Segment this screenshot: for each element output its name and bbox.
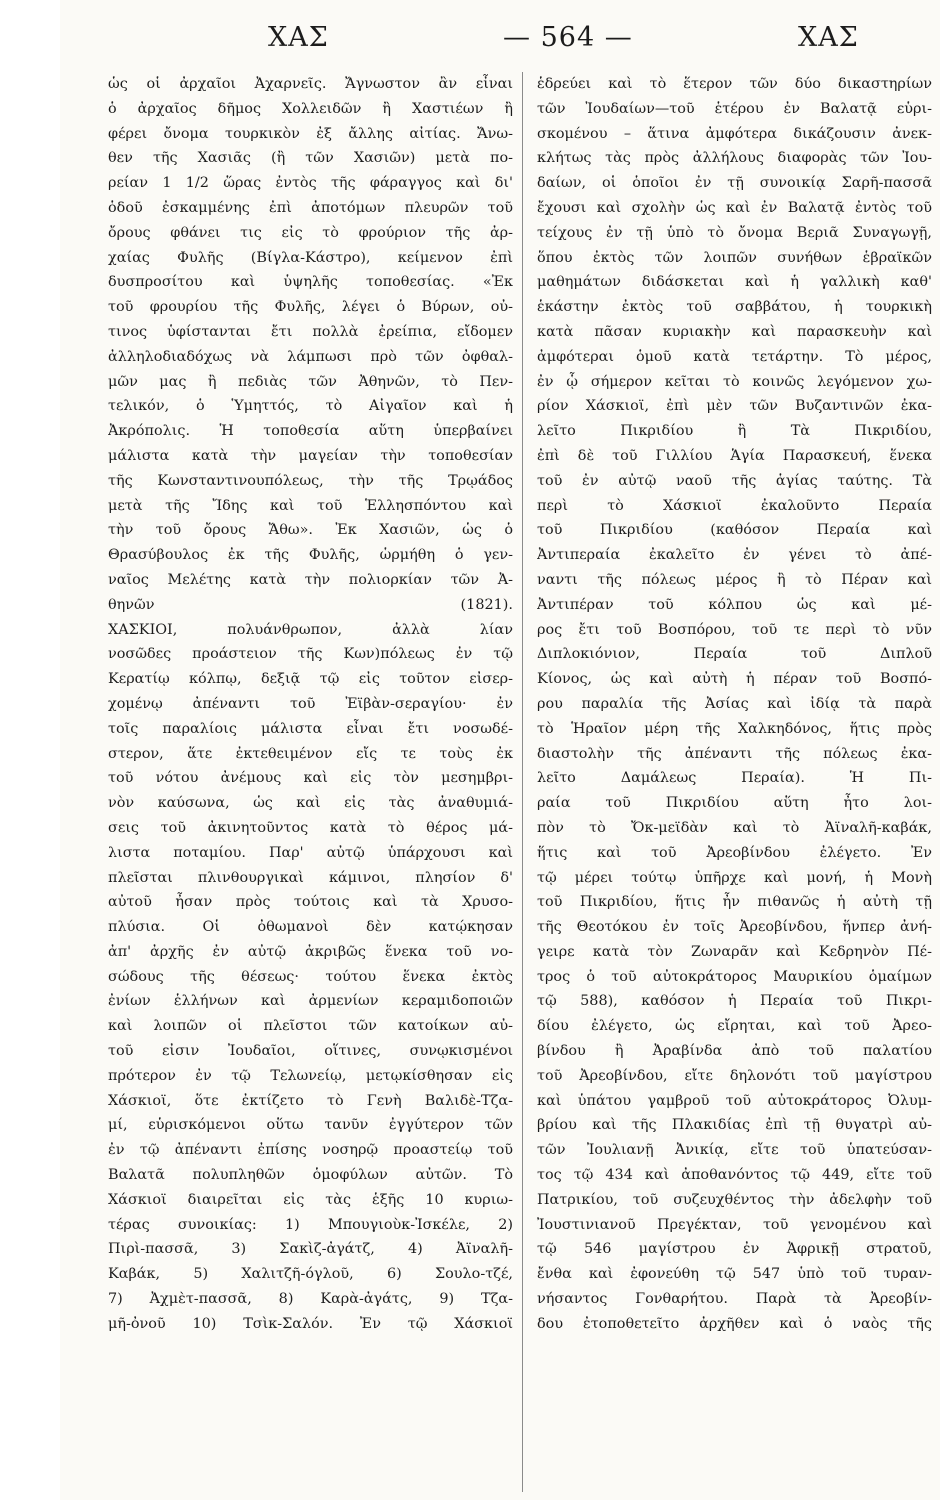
header-right-keyword: ΧΑΣ bbox=[798, 22, 859, 53]
text-line: τελικόν, ὁ Ὑμηττός, τὸ Αἰγαῖον καὶ ἡ bbox=[108, 398, 513, 415]
text-line: Βαλατᾶ πολυπληθῶν ὁμοφύλων αὐτῶν. Τὸ bbox=[108, 1167, 513, 1184]
text-line: τῷ 588), καθόσον ἡ Περαία τοῦ Πικρι- bbox=[537, 993, 932, 1010]
text-line: λιστα ποταμίου. Παρ' αὐτῷ ὑπάρχουσι καὶ bbox=[108, 844, 513, 861]
left-text-column bbox=[108, 72, 513, 1492]
text-line: πρότερον ἐν τῷ Τελωνείῳ, μετῳκίσθησαν εἰς bbox=[108, 1067, 513, 1084]
text-line: μί, εὑρισκόμενοι οὕτω τανῦν ἐγγύτερον τῶν bbox=[108, 1117, 513, 1134]
text-line: Ἰουστινιανοῦ Πρεγέκταν, τοῦ γενομένου καὶ bbox=[537, 1216, 932, 1233]
text-line: τοῦ Πικριδίου, ἥτις ἦν πιθανῶς ἡ αὐτὴ τῇ bbox=[537, 894, 932, 911]
text-line: μῆ-ὀνοῦ 10) Τσὶκ-Σαλόν. Ἐν τῷ Χάσκιοϊ bbox=[108, 1315, 513, 1332]
text-line: ἔνθα καὶ ἐφονεύθη τῷ 547 ὑπὸ τοῦ τυραν- bbox=[537, 1266, 932, 1283]
text-line: νὸν καύσωνα, ὡς καὶ εἰς τὰς ἀναθυμιά- bbox=[108, 795, 513, 812]
scan-margin bbox=[0, 0, 60, 1500]
text-line: τοῦ φρουρίου τῆς Φυλῆς, λέγει ὁ Βύρων, οὐ- bbox=[108, 299, 513, 316]
text-line: δυσπροσίτου καὶ ὑψηλῆς τοποθεσίας. «Ἐκ bbox=[108, 274, 513, 291]
text-line: κατὰ πᾶσαν κυριακὴν καὶ παρασκευὴν καὶ bbox=[537, 323, 932, 340]
document-page bbox=[60, 0, 940, 1500]
text-line: φέρει ὄνομα τουρκικὸν ἐξ ἄλλης αἰτίας. Ἄνω- bbox=[108, 125, 513, 142]
right-text-column bbox=[537, 72, 932, 1492]
text-line: τὸ Ἡραῖον μέρη τῆς Χαλκηδόνος, ἥτις πρὸς bbox=[537, 720, 932, 737]
text-line: Καβάκ, 5) Χαλιτζῆ-όγλοῦ, 6) Σουλο-τζέ, bbox=[108, 1266, 513, 1283]
text-line: τοῦ νότου ἀνέμους καὶ εἰς τὸν μεσημβρι- bbox=[108, 770, 513, 787]
text-line: πλύσια. Οἱ ὀθωμανοὶ δὲν κατῴκησαν bbox=[108, 919, 513, 936]
text-line: τινος ὑφίστανται ἔτι πολλὰ ἐρείπια, εἴδομεν bbox=[108, 323, 513, 340]
text-line: λεῖτο Δαμάλεως Περαία). Ἡ Πι- bbox=[537, 770, 932, 787]
text-line: Ἀντιπέραν τοῦ κόλπου ὡς καὶ μέ- bbox=[537, 596, 932, 613]
text-line: Θρασύβουλος ἐκ τῆς Φυλῆς, ὡρμήθη ὁ γεν- bbox=[108, 547, 513, 564]
text-line: βρίου καὶ τῆς Πλακιδίας ἐπὶ τῇ θυγατρὶ αὐ- bbox=[537, 1117, 932, 1134]
header-left-keyword: ΧΑΣ bbox=[268, 22, 329, 53]
text-line: λεῖτο Πικριδίου ἢ Τὰ Πικριδίου, bbox=[537, 423, 932, 440]
text-line: κλήτως τὰς πρὸς ἀλλήλους διαφορὰς τῶν Ἰου- bbox=[537, 150, 932, 167]
text-line: τοῖς παραλίοις μάλιστα εἶναι ἔτι νοσωδέ- bbox=[108, 720, 513, 737]
text-line: ὅπου ἐκτὸς τῶν λοιπῶν συνήθων ἑβραϊκῶν bbox=[537, 249, 932, 266]
text-line: σεις τοῦ ἀκινητοῦντος κατὰ τὸ θέρος μά- bbox=[108, 819, 513, 836]
text-line: Χάσκιοϊ, ὅτε ἐκτίζετο τὸ Γενὴ Βαλιδὲ-Τζα- bbox=[108, 1092, 513, 1109]
text-line: τοῦ εἰσιν Ἰουδαῖοι, οἵτινες, συνῳκισμένοι bbox=[108, 1043, 513, 1060]
page-header bbox=[108, 22, 932, 62]
text-line: καὶ λοιπῶν οἱ πλεῖστοι τῶν κατοίκων αὐ- bbox=[108, 1018, 513, 1035]
text-line: ἀπ' ἀρχῆς ἐν αὐτῷ ἀκριβῶς ἕνεκα τοῦ νο- bbox=[108, 943, 513, 960]
text-line: νοσῶδες προάστειον τῆς Κων)πόλεως ἐν τῷ bbox=[108, 646, 513, 663]
text-line: χομένῳ ἀπέναντι τοῦ Ἐϊβὰν-σεραγίου· ἐν bbox=[108, 695, 513, 712]
text-line: ὁ ἀρχαῖος δῆμος Χολλειδῶν ἢ Χαστιέων ἢ bbox=[108, 100, 513, 117]
text-line: ἐν ᾧ σήμερον κεῖται τὸ κοινῶς λεγόμενον χω- bbox=[537, 373, 932, 390]
text-line: ἀμφότεραι ὁμοῦ κατὰ τετάρτην. Τὸ μέρος, bbox=[537, 348, 932, 365]
text-line: τὴν τοῦ ὄρους Ἄθω». Ἐκ Χασιῶν, ὡς ὁ bbox=[108, 522, 513, 539]
text-line: τείχους ἐν τῇ ὑπὸ τὸ ὄνομα Βεριᾶ Συναγωγῇ, bbox=[537, 224, 932, 241]
text-line: ραία τοῦ Πικριδίου αὕτη ἦτο λοι- bbox=[537, 795, 932, 812]
text-line: τῆς Κωνσταντινουπόλεως, τὴν τῆς Τρῳάδος bbox=[108, 472, 513, 489]
text-line: τῶν Ἰουλιανῇ Ἀνικίᾳ, εἴτε τοῦ ὑπατεύσαν- bbox=[537, 1142, 932, 1159]
text-line: Διπλοκιόνιον, Περαία τοῦ Διπλοῦ bbox=[537, 646, 932, 663]
page-number: — 564 — bbox=[503, 22, 633, 53]
text-line: στερον, ἅτε ἐκτεθειμένον εἴς τε τοὺς ἐκ bbox=[108, 745, 513, 762]
text-line: Πατρικίου, τοῦ συζευχθέντος τὴν ἀδελφὴν τοῦ bbox=[537, 1191, 932, 1208]
text-line: ἀλληλοδιαδόχως νὰ λάμπωσι πρὸ τῶν ὀφθαλ- bbox=[108, 348, 513, 365]
text-line: Χάσκιοϊ διαιρεῖται εἰς τὰς ἑξῆς 10 κυριω- bbox=[108, 1191, 513, 1208]
text-line: μῶν μας ἢ πεδιὰς τῶν Ἀθηνῶν, τὸ Πεν- bbox=[108, 373, 513, 390]
text-line: πὸν τὸ Ὄκ-μεϊδὰν καὶ τὸ Ἀϊναλῆ-καβάκ, bbox=[537, 819, 932, 836]
text-line: δίου ἐλέγετο, ὡς εἴρηται, καὶ τοῦ Ἀρεο- bbox=[537, 1018, 932, 1035]
text-line: ρείαν 1 1/2 ὥρας ἐντὸς τῆς φάραγγος καὶ δι' bbox=[108, 175, 513, 192]
text-line: τῷ μέρει τούτῳ ὑπῆρχε καὶ μονή, ἡ Μονὴ bbox=[537, 869, 932, 886]
text-line: Πιρὶ-πασσᾶ, 3) Σακὶζ-ἀγάτζ, 4) Ἀϊναλῆ- bbox=[108, 1241, 513, 1258]
text-line: ὄρους φθάνει τις εἰς τὸ φρούριον τῆς ἀρ- bbox=[108, 224, 513, 241]
text-line: χαίας Φυλῆς (Βίγλα-Κάστρο), κείμενον ἐπὶ bbox=[108, 249, 513, 266]
text-line: τρος ὁ τοῦ αὐτοκράτορος Μαυρικίου ὁμαίμων bbox=[537, 968, 932, 985]
text-line: τῶν Ἰουδαίων—τοῦ ἑτέρου ἐν Βαλατᾷ εὑρι- bbox=[537, 100, 932, 117]
text-line: καὶ ὑπάτου γαμβροῦ τοῦ αὐτοκράτορος Ὀλυμ- bbox=[537, 1092, 932, 1109]
text-line: Κερατίῳ κόλπῳ, δεξιᾷ τῷ εἰς τοῦτον εἰσερ- bbox=[108, 671, 513, 688]
text-line: τοῦ Πικριδίου (καθόσον Περαία καὶ bbox=[537, 522, 932, 539]
text-line: Κίονος, ὡς καὶ αὐτὴ ἡ πέραν τοῦ Βοσπό- bbox=[537, 671, 932, 688]
text-line: σώδους τῆς θέσεως· τούτου ἕνεκα ἐκτὸς bbox=[108, 968, 513, 985]
text-line: ἐπὶ δὲ τοῦ Γιλλίου Ἁγία Παρασκευή, ἕνεκα bbox=[537, 447, 932, 464]
text-line: αὐτοῦ ἦσαν πρὸς τούτοις καὶ τὰ Χρυσο- bbox=[108, 894, 513, 911]
text-line: ρος ἔτι τοῦ Βοσπόρου, τοῦ τε περὶ τὸ νῦν bbox=[537, 621, 932, 638]
text-line: σκομένου – ἅτινα ἀμφότερα δικάζουσιν ἀνεκ- bbox=[537, 125, 932, 142]
text-line: ἥτις καὶ τοῦ Ἀρεοβίνδου ἐλέγετο. Ἐν bbox=[537, 844, 932, 861]
text-line: βίνδου ἢ Ἀραβίνδα ἀπὸ τοῦ παλατίου bbox=[537, 1043, 932, 1060]
text-line: 7) Ἀχμὲτ-πασσᾶ, 8) Καρὰ-ἀγάτς, 9) Τζα- bbox=[108, 1291, 513, 1308]
text-line: ἐνίων ἑλλήνων καὶ ἀρμενίων κεραμιδοποιῶν bbox=[108, 993, 513, 1010]
text-line: γειρε κατὰ τὸν Ζωναρᾶν καὶ Κεδρηνὸν Πέ- bbox=[537, 943, 932, 960]
text-line: τοῦ Ἀρεοβίνδου, εἴτε δηλονότι τοῦ μαγίστρου bbox=[537, 1067, 932, 1084]
text-line: Ἀκρόπολις. Ἡ τοποθεσία αὕτη ὑπερβαίνει bbox=[108, 423, 513, 440]
text-line: ρίον Χάσκιοϊ, ἐπὶ μὲν τῶν Βυζαντινῶν ἐκα- bbox=[537, 398, 932, 415]
text-line: τῷ 546 μαγίστρου ἐν Ἀφρικῇ στρατοῦ, bbox=[537, 1241, 932, 1258]
text-line: ρου παραλία τῆς Ἀσίας καὶ ἰδίᾳ τὰ παρὰ bbox=[537, 695, 932, 712]
text-line: ναντι τῆς πόλεως μέρος ἢ τὸ Πέραν καὶ bbox=[537, 571, 932, 588]
text-line: τοῦ ἐν αὐτῷ ναοῦ τῆς ἁγίας ταύτης. Τὰ bbox=[537, 472, 932, 489]
text-line: μετὰ τῆς Ἴδης καὶ τοῦ Ἑλλησπόντου καὶ bbox=[108, 497, 513, 514]
text-line: ΧΑΣΚΙΟΙ, πολυάνθρωπον, ἀλλὰ λίαν bbox=[108, 621, 513, 638]
text-line: πλεῖσται πλινθουργικαὶ κάμινοι, πλησίον δ' bbox=[108, 869, 513, 886]
text-line: ἑδρεύει καὶ τὸ ἕτερον τῶν δύο δικαστηρίων bbox=[537, 76, 932, 92]
text-line: περὶ τὸ Χάσκιοϊ ἐκαλοῦντο Περαία bbox=[537, 497, 932, 514]
text-line: διαστολὴν τῆς ἀπέναντι τῆς πόλεως ἐκα- bbox=[537, 745, 932, 762]
text-line: ὡς οἱ ἀρχαῖοι Ἀχαρνεῖς. Ἄγνωστον ἂν εἶναι bbox=[108, 76, 513, 92]
text-line: μάλιστα κατὰ τὴν μαγείαν τὴν τοποθεσίαν bbox=[108, 447, 513, 464]
text-line: δου ἐτοποθετεῖτο ἀρχῆθεν καὶ ὁ ναὸς τῆς bbox=[537, 1315, 932, 1332]
text-line: ἔχουσι καὶ σχολὴν ὡς καὶ ἐν Βαλατᾷ ἐντὸς τοῦ bbox=[537, 199, 932, 216]
text-line: Ἀντιπεραία ἐκαλεῖτο ἐν γένει τὸ ἀπέ- bbox=[537, 547, 932, 564]
text-line: μαθημάτων διδάσκεται καὶ ἡ γαλλικὴ καθ' bbox=[537, 274, 932, 291]
text-line: θεν τῆς Χασιᾶς (ἢ τῶν Χασιῶν) μετὰ πο- bbox=[108, 150, 513, 167]
column-divider bbox=[522, 72, 523, 1492]
text-line: δαίων, οἱ ὁποῖοι ἐν τῇ συνοικίᾳ Σαρῆ-πασσᾶ bbox=[537, 175, 932, 192]
text-line: ἑκάστην ἐκτὸς τοῦ σαββάτου, ἡ τουρκικὴ bbox=[537, 299, 932, 316]
text-line: ὁδοῦ ἐσκαμμένης ἐπὶ ἀποτόμων πλευρῶν τοῦ bbox=[108, 199, 513, 216]
text-line: ναῖος Μελέτης κατὰ τὴν πολιορκίαν τῶν Ἀ- bbox=[108, 571, 513, 588]
text-line: τέρας συνοικίας: 1) Μπουγιοὺκ-Ἰσκέλε, 2) bbox=[108, 1216, 513, 1233]
text-line: νήσαντος Γονθαρήτου. Παρὰ τὰ Ἀρεοβίν- bbox=[537, 1291, 932, 1308]
text-line: τος τῷ 434 καὶ ἀποθανόντος τῷ 449, εἴτε τοῦ bbox=[537, 1167, 932, 1184]
text-line: θηνῶν (1821). bbox=[108, 596, 513, 613]
text-line: ἐν τῷ ἀπέναντι ἐπίσης νοσηρῷ προαστείῳ τοῦ bbox=[108, 1142, 513, 1159]
text-line: τῆς Θεοτόκου ἐν τοῖς Ἀρεοβίνδου, ἥνπερ ἀνή- bbox=[537, 919, 932, 936]
